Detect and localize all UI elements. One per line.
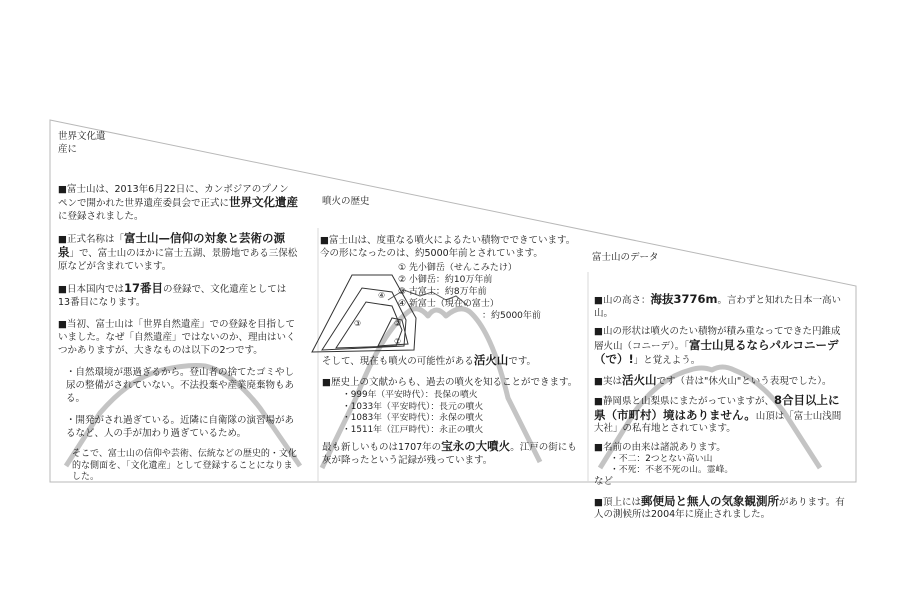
panel3-body xyxy=(594,293,846,522)
panel1-natural-heritage-reason: ■当初、富士山は「世界自然遺産」での登録を目指していました。なぜ「自然遺産」ではないのか、理由はいくつかありますが、大きなものは以下の2つです。 xyxy=(58,319,296,356)
layer-label-3: ③ xyxy=(354,319,362,328)
panel1-domestic-rank: ■日本国内では17番目の登録で、文化遺産としては13番目になります。 xyxy=(58,281,287,308)
panel2-heading: 噴火の歴史 xyxy=(322,196,370,207)
panel2-layer-legend xyxy=(398,262,578,322)
layer-label-1: ① xyxy=(394,337,402,346)
layer-legend-item-4: ④ 新富士（現在の富士） xyxy=(398,299,499,309)
layer-legend-item-2: ② 小御岳：約10万年前 xyxy=(398,275,493,285)
panel2-hoei-eruption: 最も新しいものは1707年の宝永の大噴火。江戸の街にも灰が降ったという記録が残っています。 xyxy=(322,439,577,466)
panel2-formation-text: ■富士山は、度重なる噴火によるたい積物でできています。今の形になったのは、約5000年前とされています。 xyxy=(320,235,576,259)
panel2-active-volcano: そして、現在も噴火の可能性がある活火山です。 xyxy=(322,353,537,367)
panel2-eruption-list xyxy=(322,390,582,436)
layer-label-2: ② xyxy=(394,319,402,328)
panel1-official-name: ■正式名称は「富士山—信仰の対象と芸術の源泉」で、富士山のほかに富士五湖、景勝地である三保松原などが含まれています。 xyxy=(58,231,298,272)
eruption-item: ・999年（平安時代）：長保の噴火 xyxy=(342,390,478,400)
panel3-name-list xyxy=(594,454,846,476)
panel1-world-heritage-registration: ■富士山は、2013年6月22日に、カンボジアのプノンペンで開かれた世界遺産委員会で正式に世界文化遺産に登録されました。 xyxy=(58,184,299,222)
panel3-active-volcano: ■実は活火山です（昔は"休火山"という表現でした）。 xyxy=(594,372,832,387)
panel1-reason-environment: ・自然環境が悪過ぎるから。登山者の捨てたゴミやし尿の整備がされていない。不法投棄や産業廃棄物もある。 xyxy=(66,367,295,404)
panel3-prefecture-border: ■静岡県と山梨県にまたがっていますが、8合目以上に県（市町村）境はありません。山頂は「富士山浅間大社」の私有地とされています。 xyxy=(594,393,842,434)
panel1-reason-development: ・開発がされ過ぎている。近隣に自衛隊の演習場があるなど、人の手が加わり過ぎているため。 xyxy=(66,415,295,439)
layer-legend-item-1: ① 先小御岳（せんこみたけ） xyxy=(398,263,517,273)
panel2-records-intro: ■歴史上の文献からも、過去の噴火を知ることができます。 xyxy=(322,377,578,388)
eruption-item: ・1033年（平安時代）：長元の噴火 xyxy=(342,401,484,412)
layer-legend-item-5: ：約5000年前 xyxy=(482,311,541,321)
panel3-name-origin: ■名前の由来は諸説あります。 xyxy=(594,441,726,453)
panel1-heading: 世界文化遺産に xyxy=(58,131,106,155)
eruption-item: ・1083年（平安時代）：永保の噴火 xyxy=(342,413,484,423)
panel3-heading: 富士山のデータ xyxy=(592,252,659,263)
layer-legend-item-3: ③ 古富士：約8万年前 xyxy=(398,287,487,297)
panel3-shape: ■山の形状は噴火のたい積物が積み重なってできた円錐成層火山（コニーデ）。「富士山見るならパルコニーデ（で）!」と覚えよう。 xyxy=(594,326,841,366)
panel1-body xyxy=(58,183,298,493)
panel1-closing: そこで、富士山の信仰や芸術、伝統などの歴史的・文化的な側面を、「文化遺産」として登録することになりました。 xyxy=(72,449,297,482)
name-origin-item: ・不二：2つとない高い山 xyxy=(610,454,713,464)
layer-label-4: ④ xyxy=(378,291,386,300)
panel3-height: ■山の高さ：海抜3776m。言わずと知れた日本一高い山。 xyxy=(594,292,841,319)
eruption-item: ・1511年（江戸時代）：永正の噴火 xyxy=(342,424,484,435)
panel3-summit-facilities: ■頂上には郵便局と無人の気象観測所があります。有人の測候所は2004年に廃止されました。 xyxy=(594,493,845,520)
name-origin-item: ・不死：不老不死の山。霊峰。 xyxy=(610,465,734,475)
panel3-nado: など xyxy=(594,476,614,487)
